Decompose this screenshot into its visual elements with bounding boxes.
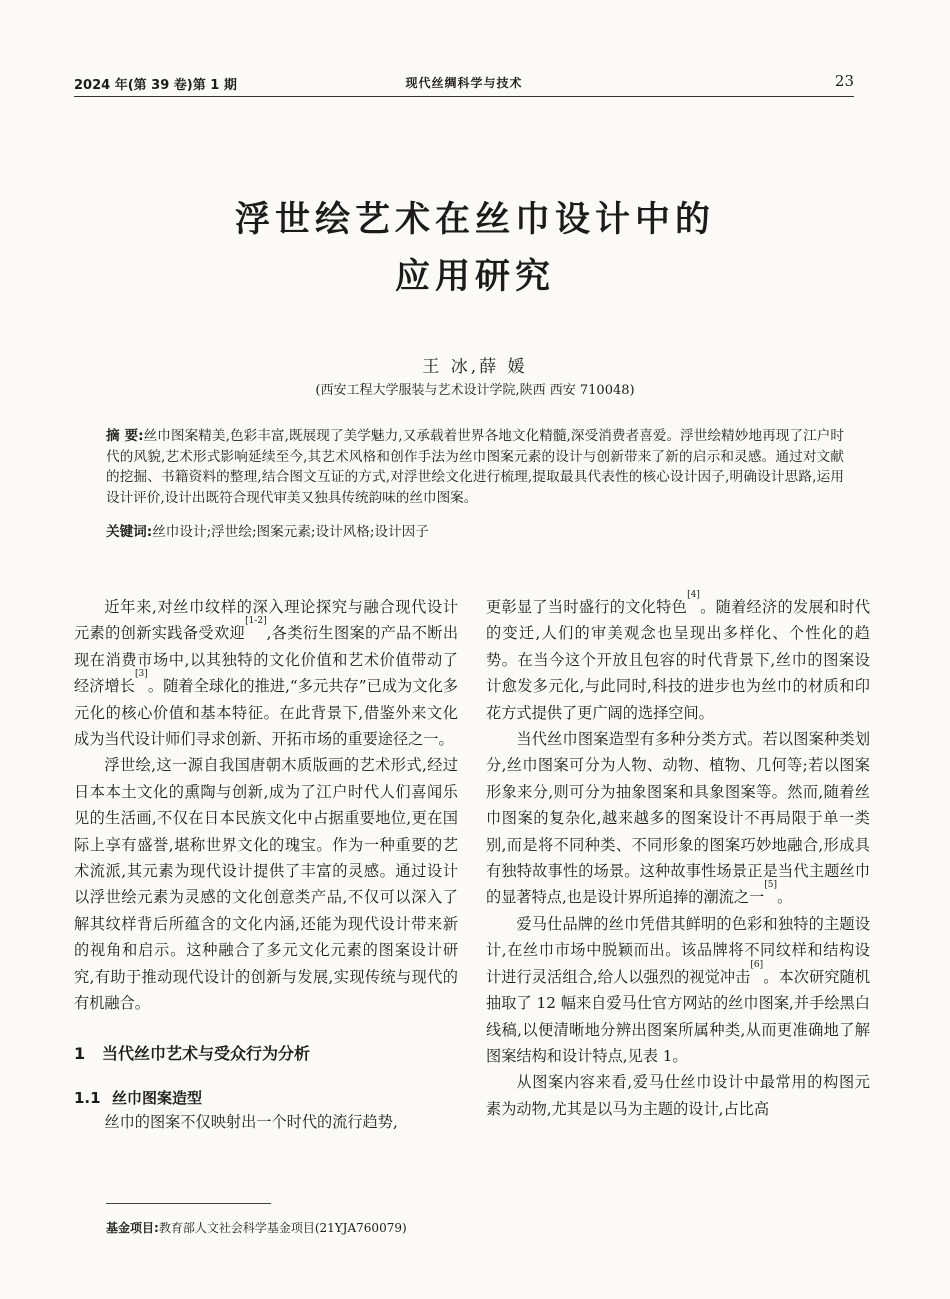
section-heading (74, 1041, 458, 1067)
text-run: 爱马仕品牌的丝巾凭借其鲜明的色彩和独特的主题设计,在丝巾市场中脱颖而出。该品牌将不同纹样和结构设计进行灵活组合,给人以强烈的视觉冲击 (486, 914, 870, 986)
issue-info: 2024 年(第 39 卷)第 1 期 (74, 78, 237, 93)
keywords-label: 关键词: (106, 524, 153, 540)
subsection-number: 1.1 (74, 1088, 101, 1107)
text-run: 。随着全球化的推进,“多元共存”已成为文化多元化的核心价值和基本特征。在此背景下,借鉴外来文化成为当代设计师们寻求创新、开拓市场的重要途径之一。 (74, 677, 459, 749)
body-column-right (486, 590, 871, 1122)
journal-name: 现代丝绸科学与技术 (405, 76, 523, 90)
paragraph (486, 911, 870, 1069)
keywords (106, 522, 844, 542)
abstract-label: 摘 要: (106, 428, 144, 444)
affiliation: (西安工程大学服装与艺术设计学院,陕西 西安 710048) (315, 383, 635, 398)
title-line-1: 浮世绘艺术在丝巾设计中的 (234, 200, 715, 240)
text-run: 。 (776, 888, 793, 907)
text-run: 当代丝巾图案造型有多种分类方式。若以图案种类划分,丝巾图案可分为人物、动物、植物、几何等;若以图案形象来分,则可分为抽象图案和具象图案等。然而,随着丝巾图案的复杂化,越来越多的图案设计不再局限于单一类别,而是将不同种类、不同形象的图案巧妙地融合,形成具有独特故事性的场景。这种故事性场景正是当代主题丝巾的显著特点,也是设计界所追捧的潮流之一 (486, 730, 870, 907)
text-run: 近年来,对丝巾纹样的深入理论探究与融合现代设计元素的创新实践备受欢迎 (74, 598, 458, 643)
authors: 王 冰,薛 媛 (422, 357, 528, 377)
funding-text: 教育部人文社会科学基金项目(21YJA760079) (158, 1221, 407, 1235)
abstract-text: 丝巾图案精美,色彩丰富,既展现了美学魅力,又承载着世界各地文化精髓,深受消费者喜爱。浮世绘精妙地再现了江户时代的风貌,艺术形式影响延续至今,其艺术风格和创作手法为丝巾图案元素的设计与创新带来了新的启示和灵感。通过对文献的挖掘、书籍资料的整理,结合图文互证的方式,对浮世绘文化进行梳理,提取最具代表性的核心设计因子,明确设计思路,运用设计评价,设计出既符合现代审美又独具传统韵味的丝巾图案。 (106, 428, 845, 506)
subsection-title: 丝巾图案造型 (112, 1088, 203, 1107)
funding-footnote (106, 1219, 407, 1236)
text-run: 。随着经济的发展和时代的变迁,人们的审美观念也呈现出多样化、个性化的趋势。在当今这个开放且包容的时代背景下,丝巾的图案设计愈发多元化,与此同时,科技的进步也为丝巾的材质和印花方式提供了更广阔的选择空间。 (486, 598, 870, 722)
citation: [6] (750, 959, 764, 970)
paper-title (0, 192, 950, 306)
citation: [4] (687, 590, 700, 600)
text-run: 。本次研究随机抽取了 12 幅来自爱马仕官方网站的丝巾图案,并手绘黑白线稿,以便清晰地分辨出图案所属种类,从而更准确地了解图案结构和设计特点,见表 1。 (486, 967, 871, 1065)
keywords-text: 丝巾设计;浮世绘;图案元素;设计风格;设计因子 (152, 524, 429, 540)
text-run: ,各类衍生图案的产品不断出现在消费市场中,以其独特的文化价值和艺术价值带动了经济增长 (74, 624, 459, 696)
paragraph: 浮世绘,这一源自我国唐朝木质版画的艺术形式,经过日本本土文化的熏陶与创新,成为了江户时代人们喜闻乐见的生活画,不仅在日本民族文化中占据重要地位,更在国际上享有盛誉,堪称世界文化的瑰宝。作为一种重要的艺术流派,其元素为现代设计提供了丰富的灵感。通过设计以浮世绘元素为灵感的文化创意类产品,不仅可以深入了解其纹样背后所蕴含的文化内涵,还能为现代设计带来新的视角和启示。这种融合了多元文化元素的图案设计研究,有助于推动现代设计的创新与发展,实现传统与现代的有机融合。 (74, 756, 458, 1013)
abstract (106, 426, 844, 508)
citation: [1-2] (245, 616, 267, 627)
section-title: 当代丝巾艺术与受众行为分析 (102, 1043, 311, 1063)
footnote-divider (106, 1203, 271, 1204)
text-run: 更彰显了当时盛行的文化特色 (486, 598, 688, 616)
title-line-2: 应用研究 (394, 257, 555, 297)
paragraph: 从图案内容来看,爱马仕丝巾设计中最常用的构图元素为动物,尤其是以马为主题的设计,占比高 (486, 1073, 870, 1118)
funding-label: 基金项目: (106, 1221, 159, 1235)
paragraph: 丝巾的图案不仅映射出一个时代的流行趋势, (104, 1112, 398, 1131)
body-column-left (74, 594, 458, 1135)
page-number: 23 (834, 72, 854, 90)
running-header (74, 74, 854, 97)
citation: [5] (764, 880, 777, 891)
subsection-heading (74, 1087, 458, 1109)
paragraph (486, 590, 870, 726)
paragraph (74, 594, 458, 752)
citation: [3] (135, 669, 148, 680)
section-number: 1 (74, 1043, 86, 1063)
paragraph (486, 726, 870, 911)
